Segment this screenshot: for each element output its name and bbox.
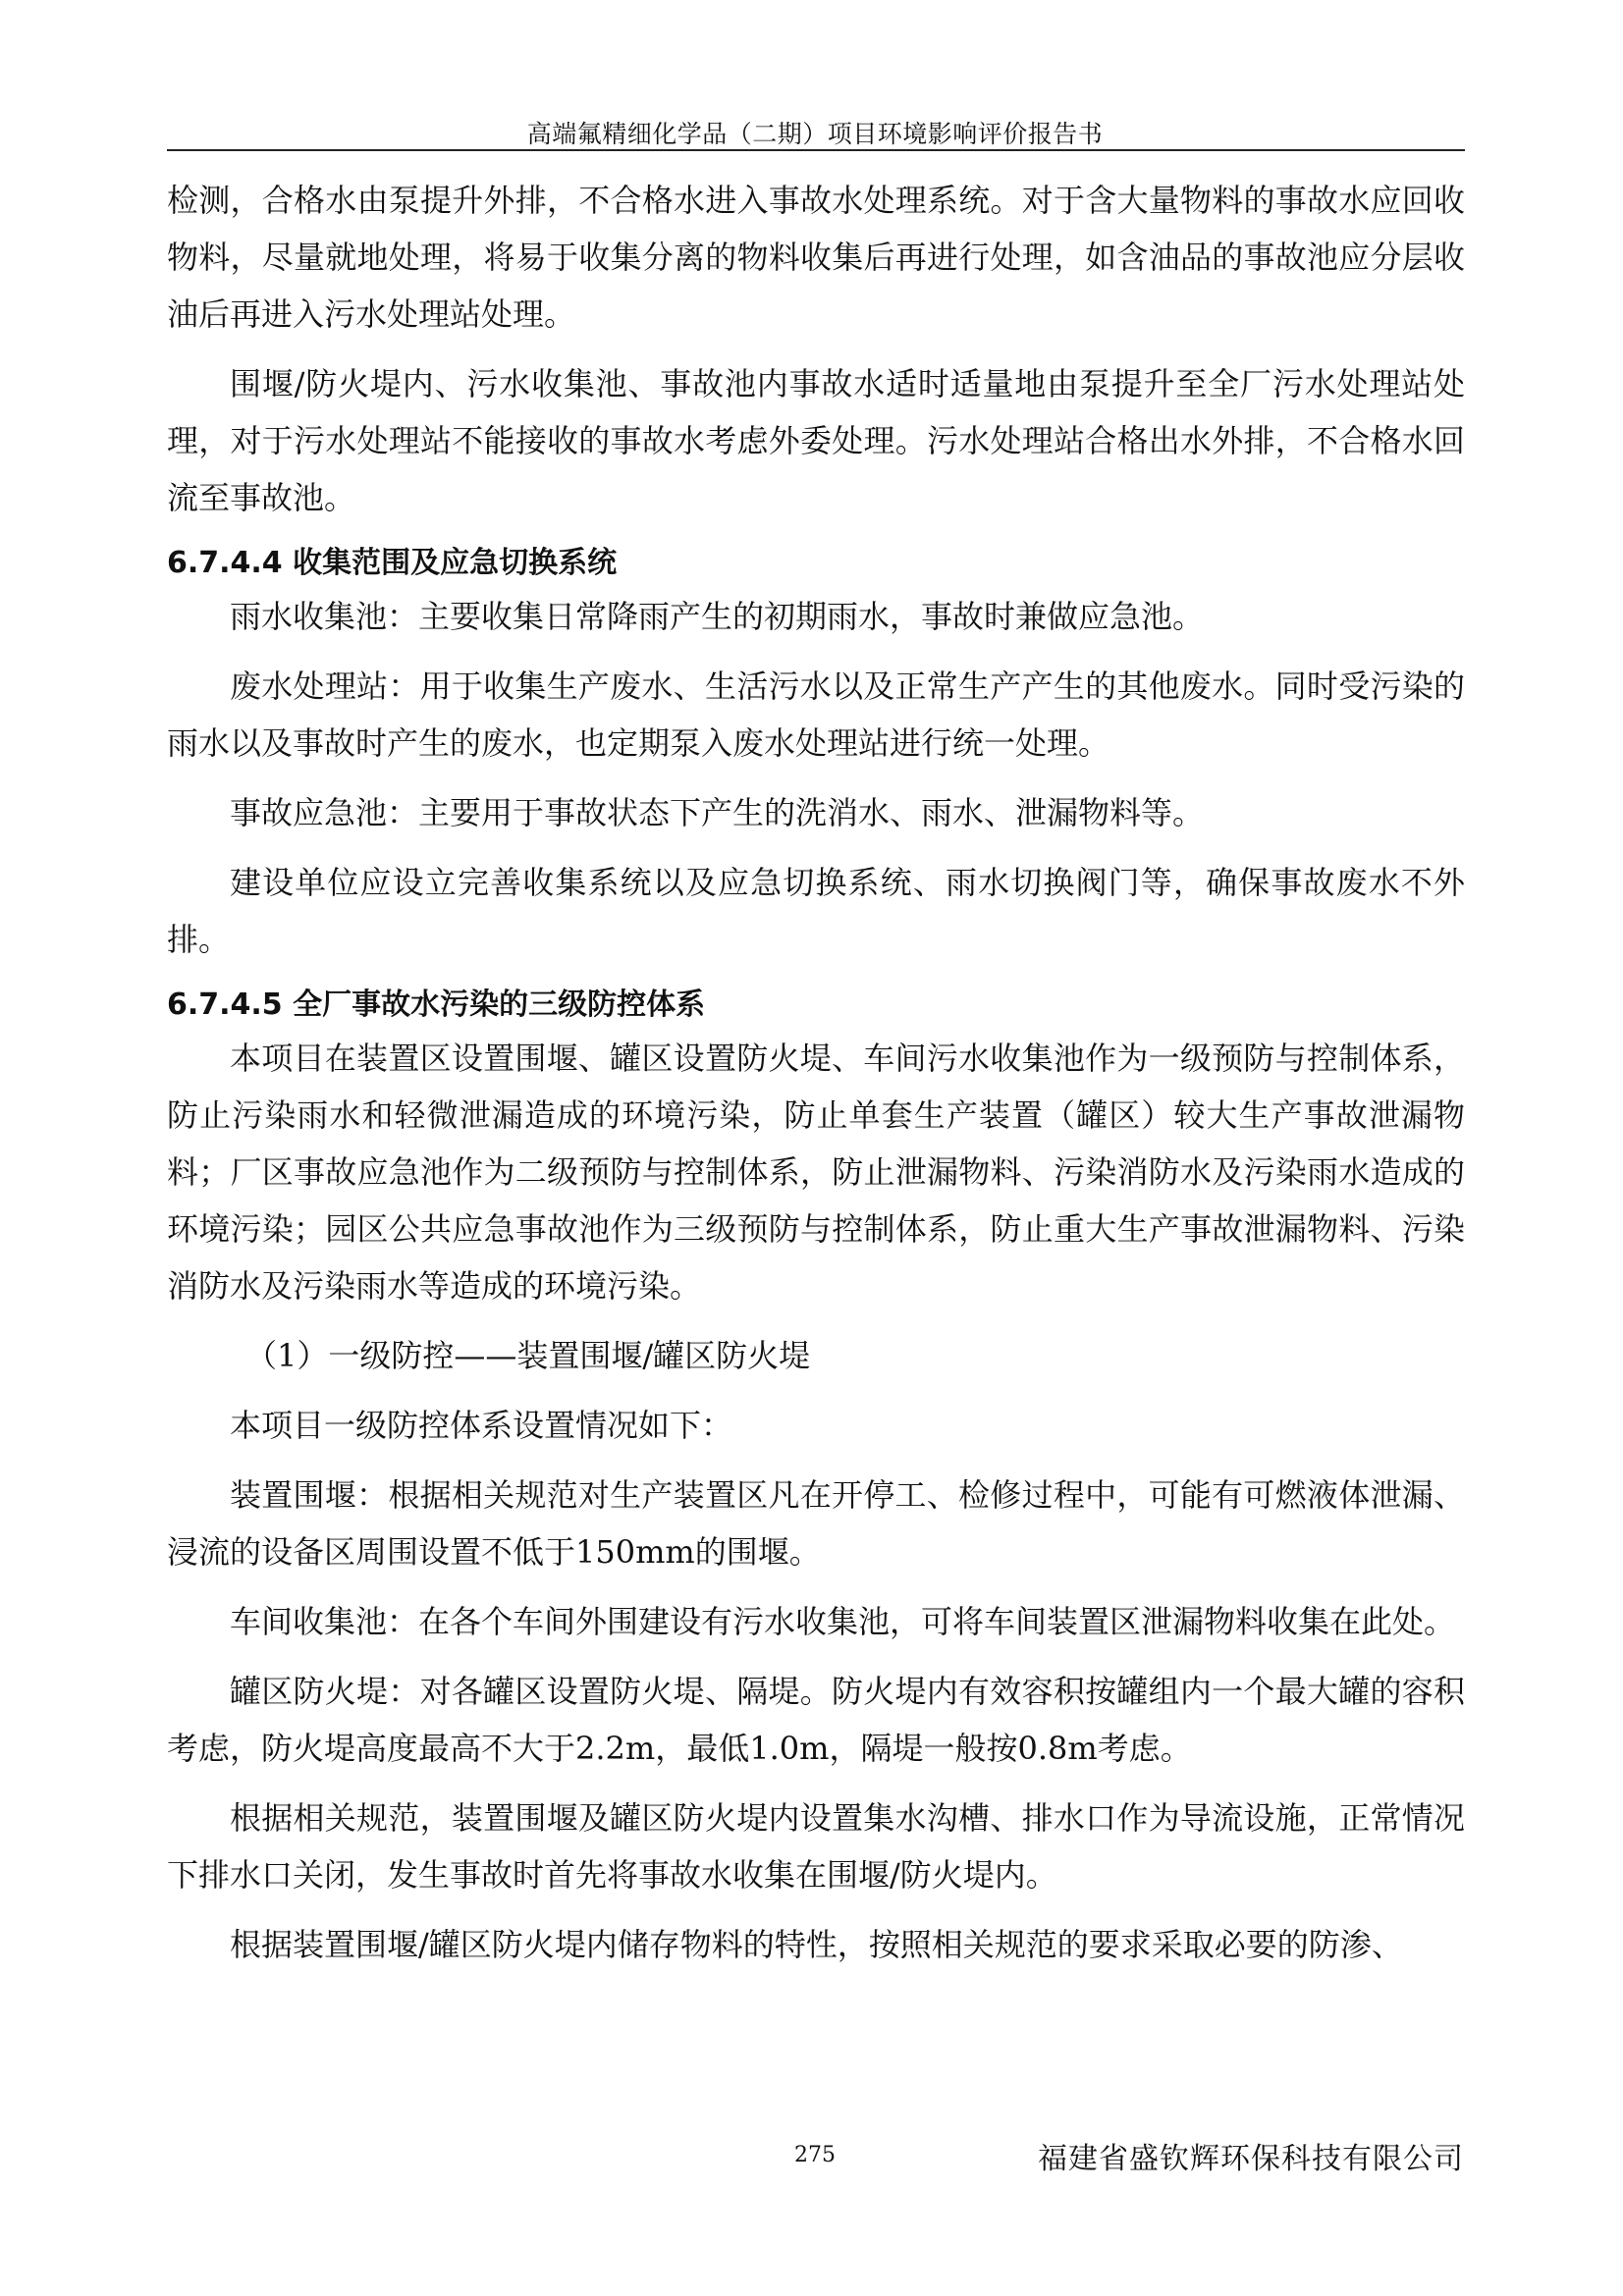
document-body	[167, 172, 1465, 1986]
paragraph: 雨水收集池：主要收集日常降雨产生的初期雨水，事故时兼做应急池。	[230, 598, 1205, 635]
list-item-heading: （1）一级防控——装置围堰/罐区防火堤	[245, 1337, 811, 1374]
paragraph: 车间收集池：在各个车间外围建设有污水收集池，可将车间装置区泄漏物料收集在此处。	[230, 1603, 1456, 1640]
paragraph: 装置围堰：根据相关规范对生产装置区凡在开停工、检修过程中，可能有可燃液体泄漏、浸流的设备区周围设置不低于150mm的围堰。	[167, 1476, 1465, 1571]
paragraph: 检测，合格水由泵提升外排，不合格水进入事故水处理系统。对于含大量物料的事故水应回收物料，尽量就地处理，将易于收集分离的物料收集后再进行处理，如含油品的事故池应分层收油后再进入污水处理站处理。	[167, 182, 1465, 333]
header-rule	[167, 149, 1465, 151]
paragraph: 根据相关规范，装置围堰及罐区防火堤内设置集水沟槽、排水口作为导流设施，正常情况下排水口关闭，发生事故时首先将事故水收集在围堰/防火堤内。	[167, 1799, 1465, 1894]
paragraph: 废水处理站：用于收集生产废水、生活污水以及正常生产产生的其他废水。同时受污染的雨水以及事故时产生的废水，也定期泵入废水处理站进行统一处理。	[167, 667, 1465, 762]
paragraph: 本项目在装置区设置围堰、罐区设置防火堤、车间污水收集池作为一级预防与控制体系，防止污染雨水和轻微泄漏造成的环境污染，防止单套生产装置（罐区）较大生产事故泄漏物料；厂区事故应急池作为二级预防与控制体系，防止泄漏物料、污染消防水及污染雨水造成的环境污染；园区公共应急事故池作为三级预防与控制体系，防止重大生产事故泄漏物料、污染消防水及污染雨水等造成的环境污染。	[167, 1040, 1465, 1305]
paragraph: 建设单位应设立完善收集系统以及应急切换系统、雨水切换阀门等，确保事故废水不外排。	[167, 864, 1465, 958]
paragraph: 本项目一级防控体系设置情况如下：	[230, 1407, 733, 1444]
paragraph: 事故应急池：主要用于事故状态下产生的洗消水、雨水、泄漏物料等。	[230, 794, 1205, 831]
section-heading: 6.7.4.5 全厂事故水污染的三级防控体系	[167, 988, 706, 1022]
page-header-title: 高端氟精细化学品（二期）项目环境影响评价报告书	[526, 120, 1104, 148]
page-number: 275	[794, 2143, 836, 2167]
footer-company: 福建省盛钦辉环保科技有限公司	[1038, 2142, 1464, 2176]
section-heading: 6.7.4.4 收集范围及应急切换系统	[167, 546, 618, 580]
paragraph: 罐区防火堤：对各罐区设置防火堤、隔堤。防火堤内有效容积按罐组内一个最大罐的容积考虑，防火堤高度最高不大于2.2m，最低1.0m，隔堤一般按0.8m考虑。	[167, 1673, 1465, 1767]
paragraph: 根据装置围堰/罐区防火堤内储存物料的特性，按照相关规范的要求采取必要的防渗、	[230, 1926, 1403, 1963]
paragraph: 围堰/防火堤内、污水收集池、事故池内事故水适时适量地由泵提升至全厂污水处理站处理，对于污水处理站不能接收的事故水考虑外委处理。污水处理站合格出水外排，不合格水回流至事故池。	[167, 365, 1465, 516]
